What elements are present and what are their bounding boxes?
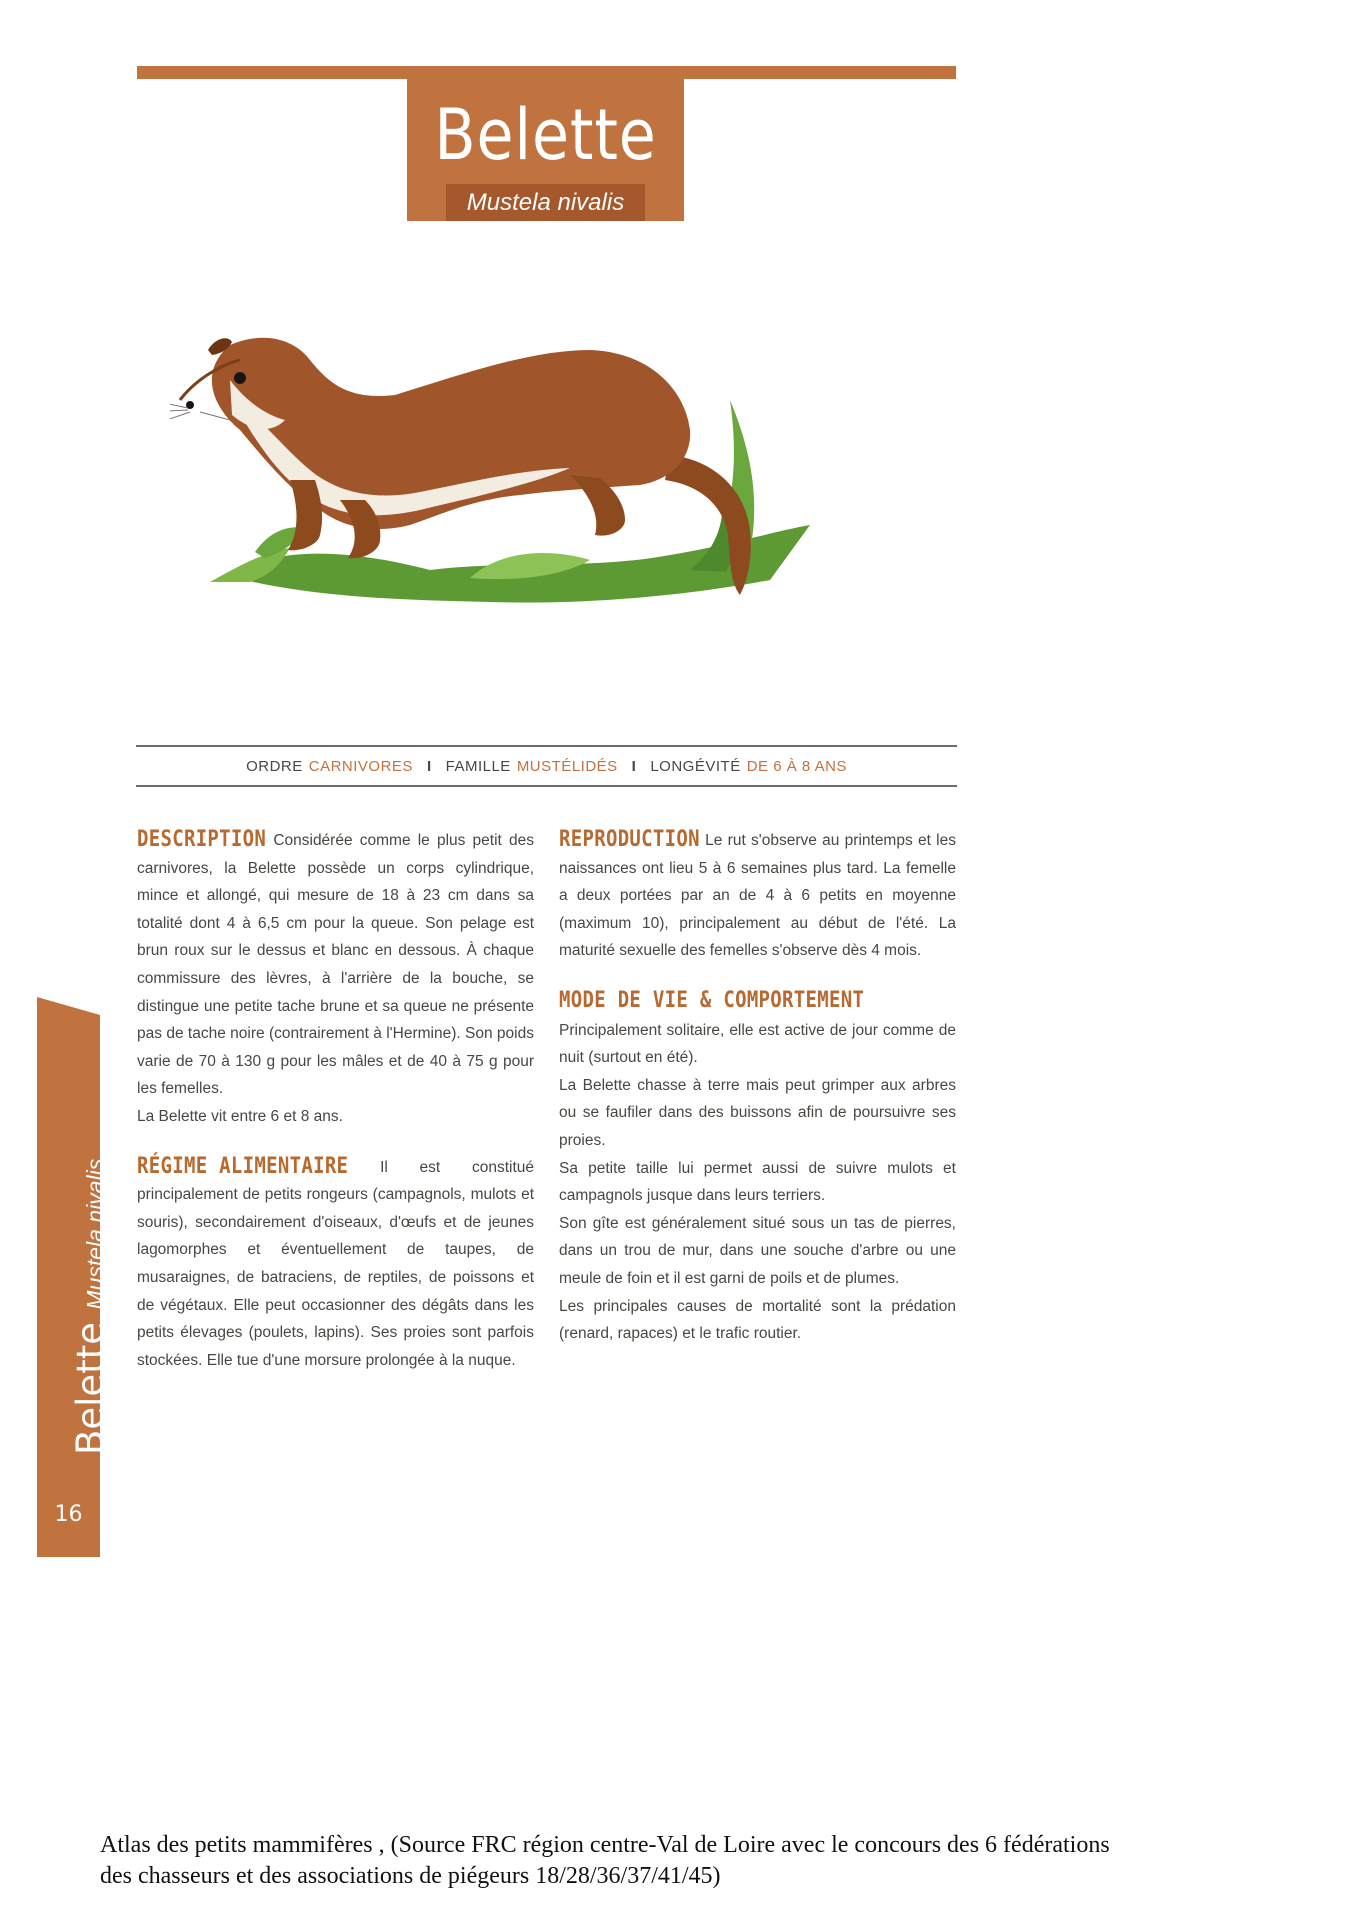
side-tab-name: Belette [69, 1322, 112, 1455]
description-text: Considérée comme le plus petit des carnivores, la Belette possède un corps cylindrique, mince et allongé, qui mesure de 18 à 23 cm dans sa totalité dont 4 à 6,5 cm pour la queue. Son pelage est brun roux sur le dessus et blanc en dessous. À chaque commissure des lèvres, à l'arrière de la bouche, se distingue une petite tache brune et sa queue ne présente pas de tache noire (contrairement à l'Hermine). Son poids varie de 70 à 130 g pour les mâles et de 40 à 75 g pour les femelles. [137, 832, 534, 1098]
page-title: Belette [434, 94, 657, 176]
diet-section [137, 1153, 534, 1375]
longevity-value: DE 6 À 8 ANS [746, 757, 847, 775]
caption-line: des chasseurs et des associations de piégeurs 18/28/36/37/41/45) [100, 1863, 721, 1889]
source-caption [100, 1830, 1280, 1892]
family-label: FAMILLE [445, 757, 511, 775]
page-number: 16 [54, 1502, 83, 1527]
family-value: MUSTÉLIDÉS [516, 757, 618, 775]
diet-heading: RÉGIME ALIMENTAIRE [137, 1152, 349, 1179]
reproduction-text: Le rut s'observe au printemps et les naissances ont lieu 5 à 6 semaines plus tard. La femelle a deux portées par an de 4 à 6 petits en moyenne (maximum 10), principalement au début de l'été. La maturité sexuelle des femelles s'observe dès 4 mois. [559, 832, 956, 960]
behaviour-paragraph: La Belette chasse à terre mais peut grimper aux arbres ou se faufiler dans des buissons afin de poursuivre ses proies. [559, 1076, 956, 1149]
reproduction-heading: REPRODUCTION [559, 826, 700, 852]
right-column [559, 826, 956, 1348]
side-tab [37, 1015, 112, 1557]
behaviour-paragraph: Principalement solitaire, elle est active de jour comme de nuit (surtout en été). [559, 1021, 956, 1067]
separator: I [631, 757, 637, 775]
latin-name: Mustela nivalis [446, 184, 645, 221]
weasel-illustration [170, 320, 910, 650]
description-section [137, 826, 534, 1103]
behaviour-heading: MODE DE VIE & COMPORTEMENT [559, 987, 865, 1013]
classification-bar [136, 745, 957, 787]
diet-text: Il est constitué principalement de petits rongeurs (campagnols, mulots et souris), secondairement d'oiseaux, d'œufs et de jeunes lagomorphes et éventuellement de taupes, de musaraignes, de batraciens, de reptiles, de poissons et de végétaux. Elle peut occasionner des dégâts dans les petits élevages (poulets, lapins). Ses proies sont parfois stockées. Elle tue d'une morsure prolongée à la nuque. [137, 1158, 535, 1369]
side-tab-label [69, 1159, 112, 1455]
description-heading: DESCRIPTION [137, 826, 267, 852]
description-lifespan: La Belette vit entre 6 et 8 ans. [137, 1107, 343, 1125]
behaviour-paragraph: Les principales causes de mortalité sont la prédation (renard, rapaces) et le trafic routier. [559, 1297, 956, 1343]
tab-notch [37, 997, 100, 1015]
caption-line: Atlas des petits mammifères , (Source FRC région centre-Val de Loire avec le concours des 6 fédérations [100, 1832, 1110, 1858]
longevity-label: LONGÉVITÉ [650, 757, 741, 775]
order-value: CARNIVORES [308, 757, 413, 775]
separator: I [426, 757, 432, 775]
side-tab-latin: Mustela nivalis [82, 1158, 108, 1310]
left-column [137, 826, 534, 1374]
behaviour-section [559, 987, 956, 1348]
order-label: ORDRE [246, 757, 303, 775]
title-block [407, 66, 684, 221]
behaviour-paragraph: Sa petite taille lui permet aussi de suivre mulots et campagnols jusque dans leurs terriers. [559, 1159, 956, 1205]
reproduction-section [559, 826, 956, 965]
behaviour-paragraph: Son gîte est généralement situé sous un tas de pierres, dans un trou de mur, dans une souche d'arbre ou une meule de foin et il est garni de poils et de plumes. [559, 1214, 956, 1287]
